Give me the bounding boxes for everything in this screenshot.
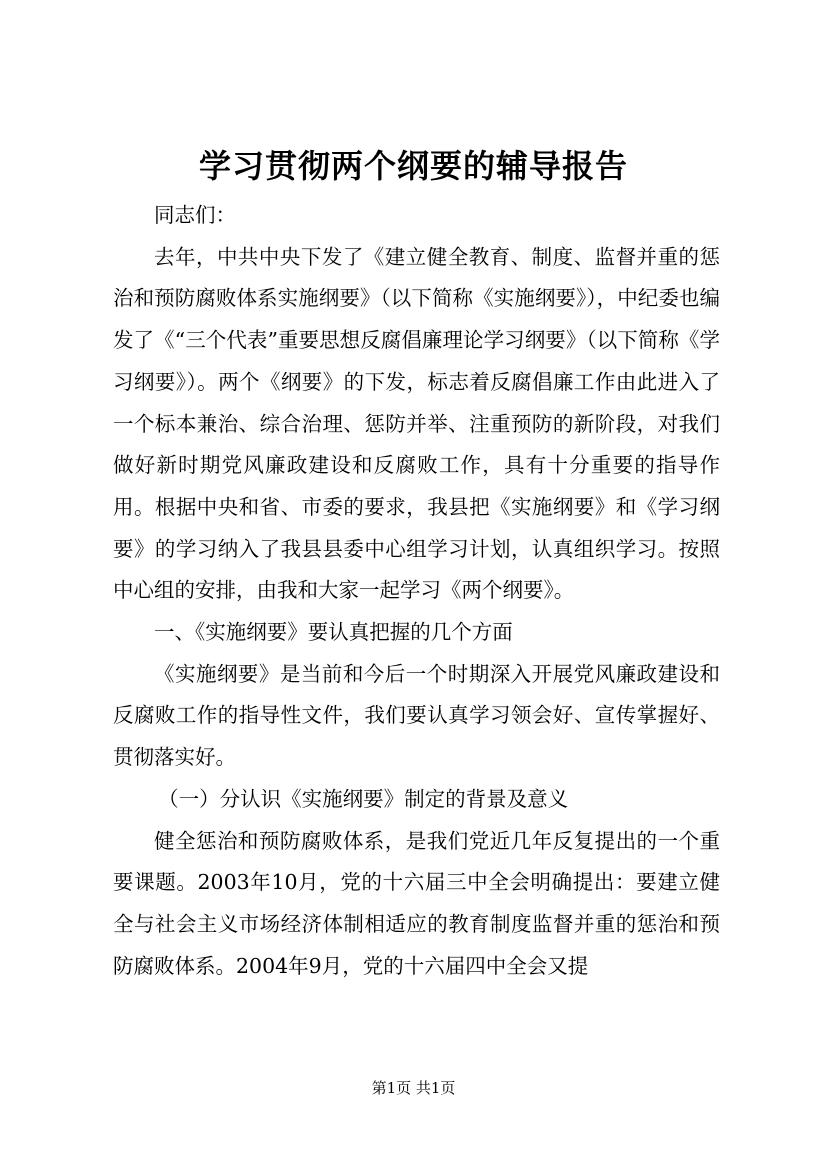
page-number-footer: 第1页 共1页 (371, 1079, 456, 1097)
salutation: 同志们： (154, 203, 236, 227)
body-paragraph: 去年，中共中央下发了《建立健全教育、制度、监督并重的惩治和预防腐败体系实施纲要》（以下简称《实施纲要》），中纪委也编发了《“三个代表”重要思想反腐倡廉理论学习纲要》（以下简称《学习纲要》）。两个《纲要》的下发，标志着反腐倡廉工作由此进入了一个标本兼治、综合治理、惩防并举、注重预防的新阶段，对我们做好新时期党风廉政建设和反腐败工作，具有十分重要的指导作用。根据中央和省、市委的要求，我县把《实施纲要》和《学习纲要》的学习纳入了我县县委中心组学习计划，认真组织学习。按照中心组的安排，由我和大家一起学习《两个纲要》。 (113, 244, 720, 603)
body-paragraph: 健全惩治和预防腐败体系，是我们党近几年反复提出的一个重要课题。2003年10月，党的十六届三中全会明确提出：要建立健全与社会主义市场经济体制相适应的教育制度监督并重的惩治和预防腐败体系。2004年9月，党的十六届四中全会又提 (113, 828, 720, 978)
subsection-heading: （一）分认识《实施纲要》制定的背景及意义 (158, 786, 569, 811)
section-heading: 一、《实施纲要》要认真把握的几个方面 (154, 620, 513, 645)
document-body (113, 195, 720, 987)
document-title: 学习贯彻两个纲要的辅导报告 (198, 147, 628, 185)
body-paragraph: 《实施纲要》是当前和今后一个时期深入开展党风廉政建设和反腐败工作的指导性文件，我们要认真学习领会好、宣传掌握好、贯彻落实好。 (113, 661, 720, 770)
